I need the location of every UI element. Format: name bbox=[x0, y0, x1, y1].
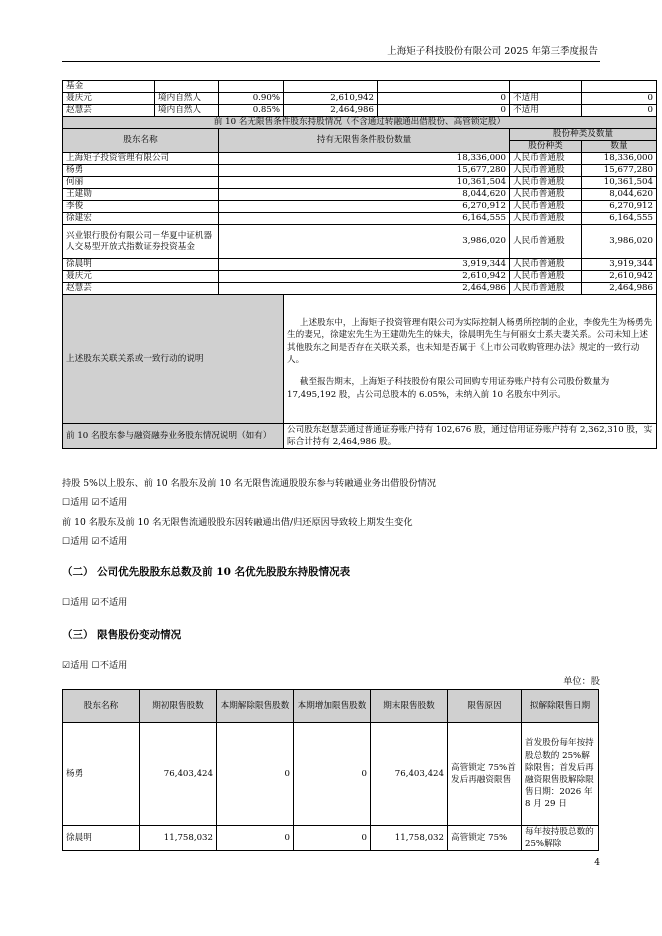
begin-shares: 11,758,032 bbox=[140, 826, 217, 851]
col-release-date: 拟解除限售日期 bbox=[522, 690, 599, 723]
table-row bbox=[63, 271, 657, 283]
holder-name: 赵慧芸 bbox=[63, 105, 155, 117]
share-kind: 人民币普通股 bbox=[510, 165, 582, 177]
table-row bbox=[63, 259, 657, 271]
release-date: 首发股份每年按持股总数的 25%解除限售；首发后再融资限售股解除限售日期：2026 年 8 月 29 日 bbox=[522, 723, 599, 826]
lending-applicable: ☐适用 ☑不适用 bbox=[62, 497, 128, 508]
share-qty: 8,044,620 bbox=[582, 189, 657, 201]
lending-heading: 持股 5%以上股东、前 10 名股东及前 10 名无限售流通股股东参与转融通业务出借股份情况 bbox=[62, 478, 437, 489]
unrestricted-shares: 18,336,000 bbox=[219, 153, 510, 165]
header-rule bbox=[62, 61, 600, 62]
unrestricted-shares: 2,464,986 bbox=[219, 283, 510, 295]
holder-name: 徐建宏 bbox=[63, 213, 219, 225]
table-header-row bbox=[63, 690, 599, 723]
col-holder: 股东名称 bbox=[63, 690, 140, 723]
table-row bbox=[63, 295, 657, 424]
share-kind: 人民币普通股 bbox=[510, 225, 582, 259]
table-row bbox=[63, 117, 657, 129]
unrestricted-shares: 6,164,555 bbox=[219, 213, 510, 225]
share-qty: 3,919,344 bbox=[582, 259, 657, 271]
holder-ratio: 0.85% bbox=[219, 105, 284, 117]
holder-name: 上海矩子投资管理有限公司 bbox=[63, 153, 219, 165]
section-2-title: （二） 公司优先股股东总数及前 10 名优先股股东持股情况表 bbox=[62, 566, 351, 578]
pledge-qty: 0 bbox=[582, 93, 657, 105]
share-kind: 人民币普通股 bbox=[510, 213, 582, 225]
table-row bbox=[63, 213, 657, 225]
end-shares: 76,403,424 bbox=[371, 723, 448, 826]
unit-label: 单位：股 bbox=[563, 676, 600, 687]
unrestricted-shares: 10,361,504 bbox=[219, 177, 510, 189]
holder-nature: 境内自然人 bbox=[155, 105, 219, 117]
share-kind: 人民币普通股 bbox=[510, 189, 582, 201]
col-begin: 期初限售股数 bbox=[140, 690, 217, 723]
holder-shares: 2,610,942 bbox=[284, 93, 378, 105]
related-note bbox=[284, 295, 657, 424]
table-row bbox=[63, 93, 657, 105]
col-holder-name: 股东名称 bbox=[63, 129, 219, 153]
margin-label: 前 10 名股东参与融资融券业务股东情况说明（如有） bbox=[63, 424, 284, 449]
holder-name: 兴业银行股份有限公司－华夏中证机器人交易型开放式指数证券投资基金 bbox=[63, 225, 219, 259]
share-qty: 15,677,280 bbox=[582, 165, 657, 177]
share-qty: 2,610,942 bbox=[582, 271, 657, 283]
table-row bbox=[63, 105, 657, 117]
page-number: 4 bbox=[594, 858, 600, 868]
col-reason: 限售原因 bbox=[448, 690, 522, 723]
table-row bbox=[63, 225, 657, 259]
holder-restricted: 0 bbox=[378, 93, 510, 105]
restrict-reason: 高管锁定 75%首发后再融资限售 bbox=[448, 723, 522, 826]
holder-name: 王建勋 bbox=[63, 189, 219, 201]
unrestricted-shares: 15,677,280 bbox=[219, 165, 510, 177]
share-qty: 6,270,912 bbox=[582, 201, 657, 213]
added-shares: 0 bbox=[294, 826, 371, 851]
table-row bbox=[63, 81, 657, 93]
related-text-2: 截至报告期末，上海矩子科技股份有限公司回购专用证券账户持有公司股份数量为 17,495,192 股，占公司总股本的 6.05%，未纳入前 10 名股东中列示。 bbox=[287, 377, 610, 400]
unrestricted-shares: 6,270,912 bbox=[219, 201, 510, 213]
unrestricted-shares: 3,919,344 bbox=[219, 259, 510, 271]
table-row bbox=[63, 189, 657, 201]
share-qty: 3,986,020 bbox=[582, 225, 657, 259]
holder-name: 聂庆元 bbox=[63, 271, 219, 283]
share-kind: 人民币普通股 bbox=[510, 153, 582, 165]
pledge-status: 不适用 bbox=[510, 93, 582, 105]
holder-restricted: 0 bbox=[378, 105, 510, 117]
holder-name: 何丽 bbox=[63, 177, 219, 189]
holder-name: 李俊 bbox=[63, 201, 219, 213]
holder-name: 基金 bbox=[63, 81, 155, 93]
col-released: 本期解除限售股数 bbox=[217, 690, 294, 723]
holder-shares: 2,464,986 bbox=[284, 105, 378, 117]
holder-nature: 境内自然人 bbox=[155, 93, 219, 105]
share-qty: 10,361,504 bbox=[582, 177, 657, 189]
holder-name: 聂庆元 bbox=[63, 93, 155, 105]
share-qty: 2,464,986 bbox=[582, 283, 657, 295]
holder-name: 徐晨明 bbox=[63, 826, 140, 851]
holder-name: 徐晨明 bbox=[63, 259, 219, 271]
pledge-qty: 0 bbox=[582, 105, 657, 117]
begin-shares: 76,403,424 bbox=[140, 723, 217, 826]
restricted-shares-table bbox=[62, 689, 599, 851]
col-end: 期末限售股数 bbox=[371, 690, 448, 723]
section-3-title: （三） 限售股份变动情况 bbox=[62, 629, 182, 641]
unrestricted-shares: 8,044,620 bbox=[219, 189, 510, 201]
share-qty: 18,336,000 bbox=[582, 153, 657, 165]
change-applicable: ☐适用 ☑不适用 bbox=[62, 536, 128, 547]
share-kind: 人民币普通股 bbox=[510, 201, 582, 213]
related-label: 上述股东关联关系或一致行动的说明 bbox=[63, 295, 284, 424]
holder-name: 杨勇 bbox=[63, 723, 140, 826]
table-row bbox=[63, 723, 599, 826]
section-3-applicable: ☑适用 ☐不适用 bbox=[62, 660, 128, 671]
col-kind-group: 股份种类及数量 bbox=[510, 129, 657, 141]
share-kind: 人民币普通股 bbox=[510, 283, 582, 295]
unrestricted-title: 前 10 名无限售条件股东持股情况（不含通过转融通出借股份、高管锁定股） bbox=[63, 117, 657, 129]
pledge-status: 不适用 bbox=[510, 105, 582, 117]
table-row bbox=[63, 153, 657, 165]
restrict-reason: 高管锁定 75% bbox=[448, 826, 522, 851]
holder-name: 赵慧芸 bbox=[63, 283, 219, 295]
unrestricted-shares: 2,610,942 bbox=[219, 271, 510, 283]
table-row bbox=[63, 165, 657, 177]
table-row bbox=[63, 424, 657, 449]
section-2-applicable: ☐适用 ☑不适用 bbox=[62, 597, 128, 608]
release-date: 每年按持股总数的 25%解除 bbox=[522, 826, 599, 851]
holder-ratio: 0.90% bbox=[219, 93, 284, 105]
report-header: 上海矩子科技股份有限公司 2025 年第三季度报告 bbox=[387, 46, 598, 57]
shareholder-table bbox=[62, 80, 657, 449]
added-shares: 0 bbox=[294, 723, 371, 826]
table-row bbox=[63, 129, 657, 141]
end-shares: 11,758,032 bbox=[371, 826, 448, 851]
col-kind: 股份种类 bbox=[510, 141, 582, 153]
table-row bbox=[63, 283, 657, 295]
table-row bbox=[63, 826, 599, 851]
related-text-1: 上述股东中，上海矩子投资管理有限公司为实际控制人杨勇所控制的企业，李俊先生为杨勇先生的妻兄，徐建宏先生为王建勋先生的妹夫，徐晨明先生与何丽女士系夫妻关系。公司未知上述其他股东之间是否存在关联关系，也未知是否属于《上市公司收购管理办法》规定的一致行动人。 bbox=[287, 318, 653, 365]
holder-name: 杨勇 bbox=[63, 165, 219, 177]
table-row bbox=[63, 201, 657, 213]
share-kind: 人民币普通股 bbox=[510, 271, 582, 283]
unrestricted-shares: 3,986,020 bbox=[219, 225, 510, 259]
released-shares: 0 bbox=[217, 826, 294, 851]
released-shares: 0 bbox=[217, 723, 294, 826]
margin-note: 公司股东赵慧芸通过普通证券账户持有 102,676 股，通过信用证券账户持有 2,362,310 股，实际合计持有 2,464,986 股。 bbox=[284, 424, 657, 449]
share-qty: 6,164,555 bbox=[582, 213, 657, 225]
col-added: 本期增加限售股数 bbox=[294, 690, 371, 723]
share-kind: 人民币普通股 bbox=[510, 259, 582, 271]
table-row bbox=[63, 177, 657, 189]
col-unrestricted-shares: 持有无限售条件股份数量 bbox=[219, 129, 510, 153]
col-qty: 数量 bbox=[582, 141, 657, 153]
change-heading: 前 10 名股东及前 10 名无限售流通股股东因转融通出借/归还原因导致较上期发生变化 bbox=[62, 517, 413, 528]
share-kind: 人民币普通股 bbox=[510, 177, 582, 189]
